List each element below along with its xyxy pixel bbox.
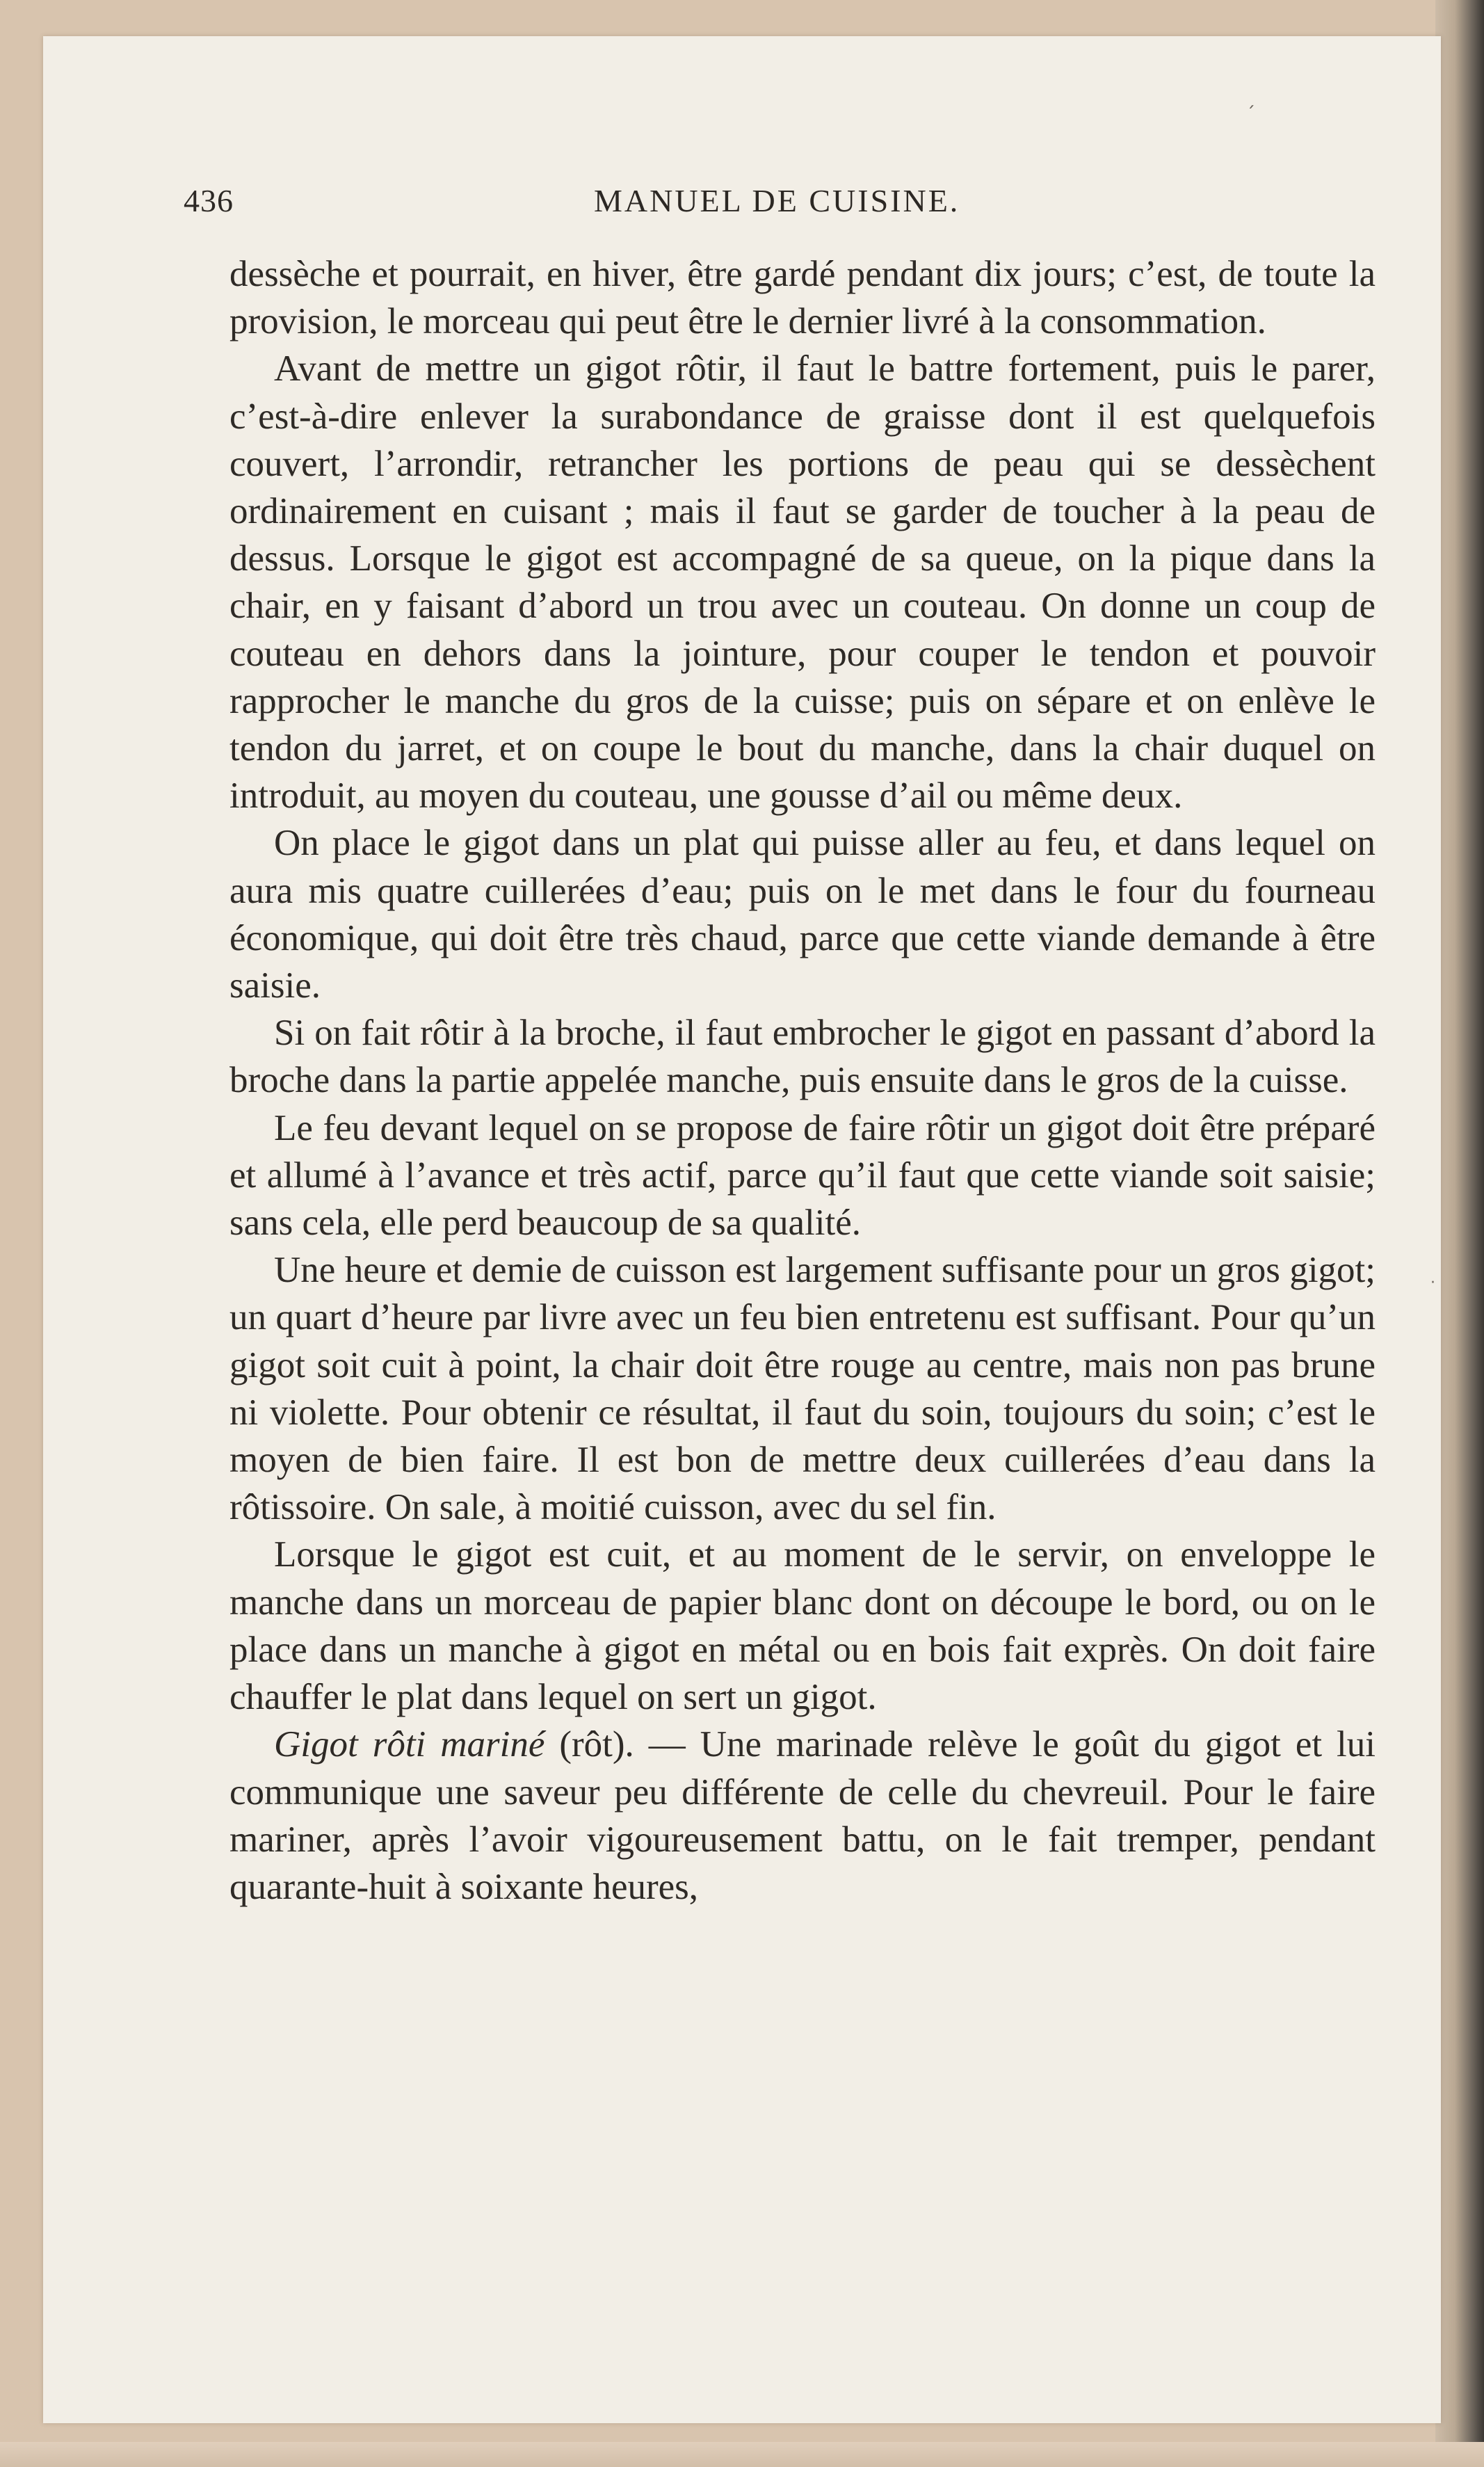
running-head xyxy=(184,182,1036,231)
margin-mark: · xyxy=(1430,1274,1435,1292)
recipe-category: (rôt). xyxy=(559,1724,634,1765)
paragraph: dessèche et pourrait, en hiver, être gardé pendant dix jours; c’est, de toute la provision, le morceau qui peut être le dernier livré à la consommation. xyxy=(229,254,1376,342)
page-number: 436 xyxy=(184,183,234,218)
paragraph: On place le gigot dans un plat qui puisse aller au feu, et dans lequel on aura mis quatre cuillerées d’eau; puis on le met dans le four du fourneau économique, qui doit être très chaud, parce que cette viande demande à être saisie. xyxy=(229,823,1376,1006)
paragraph: Lorsque le gigot est cuit, et au moment de le servir, on enveloppe le manche dans un morceau de papier blanc dont on découpe le bord, ou on le place dans un manche à gigot en métal ou en bois fait exprès. On doit faire chauffer le plat dans lequel on sert un gigot. xyxy=(229,1534,1376,1718)
scan-bottom-edge xyxy=(0,2442,1484,2467)
scan-right-edge xyxy=(1435,0,1484,2467)
body-text xyxy=(229,250,1376,1911)
paragraph: Une heure et demie de cuisson est largement suffisante pour un gros gigot; un quart d’heure par livre avec un feu bien entretenu est suffisant. Pour qu’un gigot soit cuit à point, la chair doit être rouge au centre, mais non pas brune ni violette. Pour obtenir ce résultat, il faut du soin, toujours du soin; c’est le moyen de bien faire. Il est bon de mettre deux cuillerées d’eau dans la rôtissoire. On sale, à moitié cuisson, avec du sel fin. xyxy=(229,1250,1376,1528)
paragraph: Le feu devant lequel on se propose de faire rôtir un gigot doit être préparé et allumé à l’avance et très actif, parce qu’il faut que cette viande soit saisie; sans cela, elle perd beaucoup de sa qualité. xyxy=(229,1107,1376,1244)
recipe-title: Gigot rôti mariné xyxy=(274,1724,545,1765)
paragraph: Si on fait rôtir à la broche, il faut embrocher le gigot en passant d’abord la broche dans la partie appelée manche, puis ensuite dans le gros de la cuisse. xyxy=(229,1013,1376,1101)
margin-mark: ˏ xyxy=(1246,88,1255,109)
recipe-paragraph xyxy=(229,1721,1376,1911)
paragraph: Avant de mettre un gigot rôtir, il faut le battre fortement, puis le parer, c’est-à-dire enlever la surabondance de graisse dont il est quelquefois couvert, l’arrondir, retrancher les portions de peau qui se dessèchent ordinairement en cuisant ; mais il faut se garder de toucher à la peau de dessus. Lorsque le gigot est accompagné de sa queue, on la pique dans la chair, en y faisant d’abord un trou avec un couteau. On donne un coup de couteau en dehors dans la jointure, pour couper le tendon et pouvoir rapprocher le manche du gros de la cuisse; puis on sépare et on enlève le tendon du jarret, et on coupe le bout du manche, dans la chair duquel on introduit, au moyen du couteau, une gousse d’ail ou même deux. xyxy=(229,348,1376,817)
recipe-text: — Une marinade relève le goût du gigot et lui communique une saveur peu différente de celle du chevreuil. Pour le faire mariner, après l’avoir vigoureusement battu, on le fait tremper, pendant quarante-huit à soixante heures, xyxy=(229,1724,1376,1907)
running-title: MANUEL DE CUISINE. xyxy=(594,183,960,218)
